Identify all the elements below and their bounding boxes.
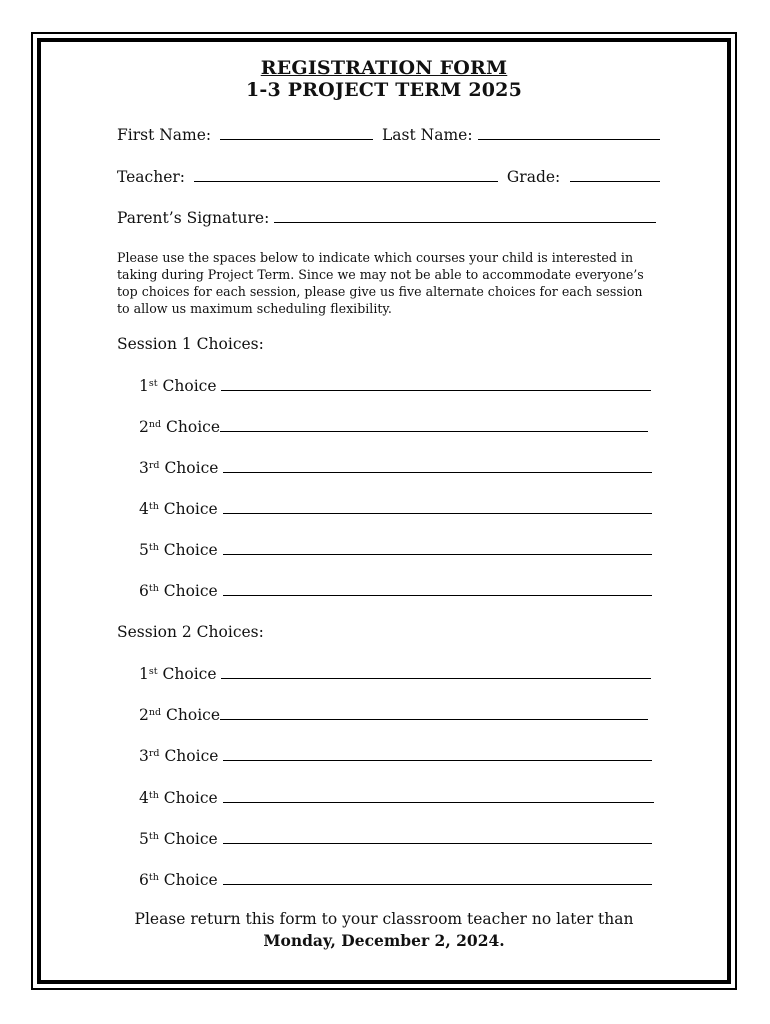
session-2-choice-1: 1st Choice <box>139 663 651 684</box>
last-name-field[interactable] <box>478 124 660 140</box>
footer-instruction: Please return this form to your classroom teacher no later than <box>134 910 634 928</box>
session-2-choice-4: 4th Choice <box>139 787 654 808</box>
form-border-outer <box>31 32 737 990</box>
session-2-choice-3: 3rd Choice <box>139 745 652 766</box>
grade-label: Grade: <box>506 168 561 186</box>
session-1-choice-4: 4th Choice <box>139 498 652 519</box>
first-name-label: First Name: <box>117 126 212 144</box>
form-subtitle: 1-3 PROJECT TERM 2025 <box>245 79 523 101</box>
session-2-choice-5: 5th Choice <box>139 828 652 849</box>
session-2-choice-3-field[interactable] <box>223 745 652 761</box>
session-2-choice-4-field[interactable] <box>223 787 654 803</box>
session-2-choice-2: 2nd Choice <box>139 704 648 725</box>
session-1-choice-2-field[interactable] <box>220 416 648 432</box>
session-2-choice-1-field[interactable] <box>221 663 651 679</box>
session-1-choice-4-field[interactable] <box>223 498 652 514</box>
form-title: REGISTRATION FORM <box>260 57 508 79</box>
last-name-label: Last Name: <box>382 126 473 144</box>
session-1-choice-6: 6th Choice <box>139 580 652 601</box>
grade-field[interactable] <box>570 166 660 182</box>
session-1-heading: Session 1 Choices: <box>117 335 264 353</box>
name-row <box>117 124 660 145</box>
session-1-choice-1-field[interactable] <box>221 375 651 391</box>
session-1-choice-3-field[interactable] <box>223 457 652 473</box>
session-1-choice-6-field[interactable] <box>223 580 652 596</box>
teacher-field[interactable] <box>194 166 498 182</box>
signature-row <box>117 207 656 228</box>
session-2-choice-6: 6th Choice <box>139 869 652 890</box>
parent-signature-field[interactable] <box>274 207 656 223</box>
teacher-row <box>117 166 660 187</box>
session-2-choice-5-field[interactable] <box>223 828 652 844</box>
session-2-choice-6-field[interactable] <box>223 869 652 885</box>
teacher-label: Teacher: <box>117 168 186 186</box>
session-2-heading: Session 2 Choices: <box>117 623 264 641</box>
form-title-block <box>41 57 727 101</box>
first-name-field[interactable] <box>220 124 373 140</box>
footer-note <box>41 908 727 952</box>
parent-signature-label: Parent’s Signature: <box>117 209 270 227</box>
session-1-choice-5: 5th Choice <box>139 539 652 560</box>
footer-deadline: Monday, December 2, 2024. <box>263 931 505 950</box>
form-border-inner <box>37 38 731 984</box>
session-1-choice-2: 2nd Choice <box>139 416 648 437</box>
session-1-choice-1: 1st Choice <box>139 375 651 396</box>
instructions-text: Please use the spaces below to indicate which courses your child is interested in taking during Project Term. Since we may not be able to accommodate everyone’s top choices for each session, please give us five alternate choices for each session to allow us maximum scheduling flexibility. <box>117 250 644 316</box>
session-2-choice-2-field[interactable] <box>220 704 648 720</box>
session-1-choice-3: 3rd Choice <box>139 457 652 478</box>
session-1-choice-5-field[interactable] <box>223 539 652 555</box>
